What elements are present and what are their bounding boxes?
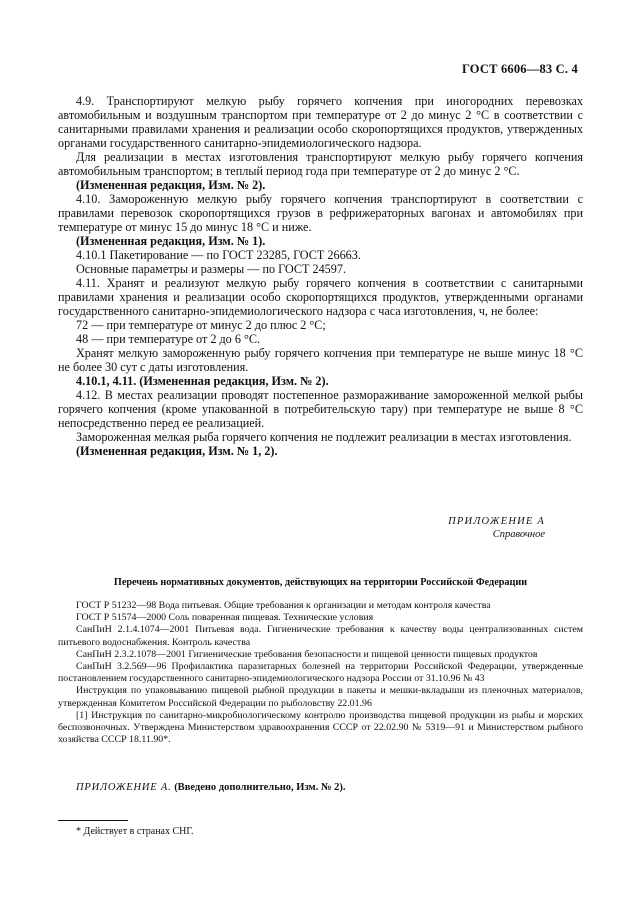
paragraph: 4.10. Замороженную мелкую рыбу горячего копчения транспортируют в соответствии с правилами перевозок скоропортящихся грузов в рефрижераторных вагонах и автомобилях при температуре от минус 15 до минус 18 °С и ниже. <box>58 192 583 234</box>
appendix-note-text: (Введено дополнительно, Изм. № 2). <box>174 782 346 793</box>
amendment-note: 4.10.1, 4.11. (Измененная редакция, Изм. № 2). <box>76 374 329 388</box>
main-text <box>58 94 583 458</box>
reference-item: ГОСТ Р 51574—2000 Соль поваренная пищевая. Технические условия <box>76 612 374 624</box>
reference-item: СанПиН 2.3.2.1078—2001 Гигиенические требования безопасности и пищевой ценности пищевых продуктов <box>76 648 538 660</box>
paragraph: 4.9. Транспортируют мелкую рыбу горячего копчения при иногородних перевозках автомобильным и воздушным транспортом при температуре от 2 до минус 2 °С в соответствии с санитарными правилами хранения и реализации особо скоропортящихся продуктов, утвержденных органами государственного санитарно-эпидемиологического надзора. <box>58 94 583 150</box>
reference-item: ГОСТ Р 51232—98 Вода питьевая. Общие требования к организации и методам контроля качества <box>76 600 491 611</box>
appendix-sublabel: Справочное <box>492 529 545 540</box>
amendment-note: (Измененная редакция, Изм. № 1, 2). <box>76 444 278 458</box>
paragraph: Хранят мелкую замороженную рыбу горячего копчения при температуре не выше минус 18 °С не более 30 сут с даты изготовления. <box>58 346 583 374</box>
reference-item: Инструкция по упаковыванию пищевой рыбной продукции в пакеты и мешки-вкладыши из пленочных материалов, утвержденная Комитетом Российской Федерации по рыболовству 22.01.96 <box>58 685 583 709</box>
footnote: * Действует в странах СНГ. <box>76 826 194 837</box>
appendix-heading <box>448 515 545 541</box>
footnote-divider <box>58 820 128 821</box>
appendix-note-label: ПРИЛОЖЕНИЕ А. <box>76 782 172 793</box>
reference-item: СанПиН 2.1.4.1074—2001 Питьевая вода. Гигиенические требования к качеству воды централизованных систем питьевого водоснабжения. Контроль качества <box>58 624 583 648</box>
appendix-note <box>76 782 346 793</box>
paragraph: Основные параметры и размеры — по ГОСТ 24597. <box>76 262 346 276</box>
paragraph: 72 — при температуре от минус 2 до плюс 2 °С; <box>76 318 326 332</box>
paragraph: 4.11. Хранят и реализуют мелкую рыбу горячего копчения в соответствии с санитарными правилами хранения и реализации особо скоропортящихся продуктов, утвержденными органами государственного санитарно-эпидемиологического надзора с часа изготовления, ч, не более: <box>58 276 583 318</box>
appendix-title: Перечень нормативных документов, действующих на территории Российской Федерации <box>113 577 528 588</box>
paragraph: 48 — при температуре от 2 до 6 °С. <box>76 332 261 346</box>
page-header: ГОСТ 6606—83 С. 4 <box>461 62 578 76</box>
amendment-note: (Измененная редакция, Изм. № 2). <box>76 178 266 192</box>
reference-list <box>58 600 583 746</box>
paragraph: 4.12. В местах реализации проводят постепенное размораживание замороженной мелкой рыбы горячего копчения (кроме упакованной в потребительскую тару) при температуре не выше 8 °С непосредственно перед ее реализацией. <box>58 388 583 430</box>
reference-item: СанПиН 3.2.569—96 Профилактика паразитарных болезней на территории Российской Федерации, утвержденные постановлением государственного санитарно-эпидемиологического надзора России от 31.10.96 № 43 <box>58 661 583 685</box>
paragraph: Замороженная мелкая рыба горячего копчения не подлежит реализации в местах изготовления. <box>76 430 572 444</box>
appendix-label: ПРИЛОЖЕНИЕ А <box>448 516 545 527</box>
paragraph: 4.10.1 Пакетирование — по ГОСТ 23285, ГОСТ 26663. <box>76 248 361 262</box>
reference-item: [1] Инструкция по санитарно-микробиологическому контролю производства пищевой продукции из рыбы и морских беспозвоночных. Утверждена Министерством здравоохранения СССР от 22.02.90 № 5319—91 и Министерством рыбного хозяйства СССР 18.11.90*. <box>58 709 583 746</box>
amendment-note: (Измененная редакция, Изм. № 1). <box>76 234 266 248</box>
paragraph: Для реализации в местах изготовления транспортируют мелкую рыбу горячего копчения автомобильным транспортом; в теплый период года при температуре от 2 до минус 2 °С. <box>58 150 583 178</box>
